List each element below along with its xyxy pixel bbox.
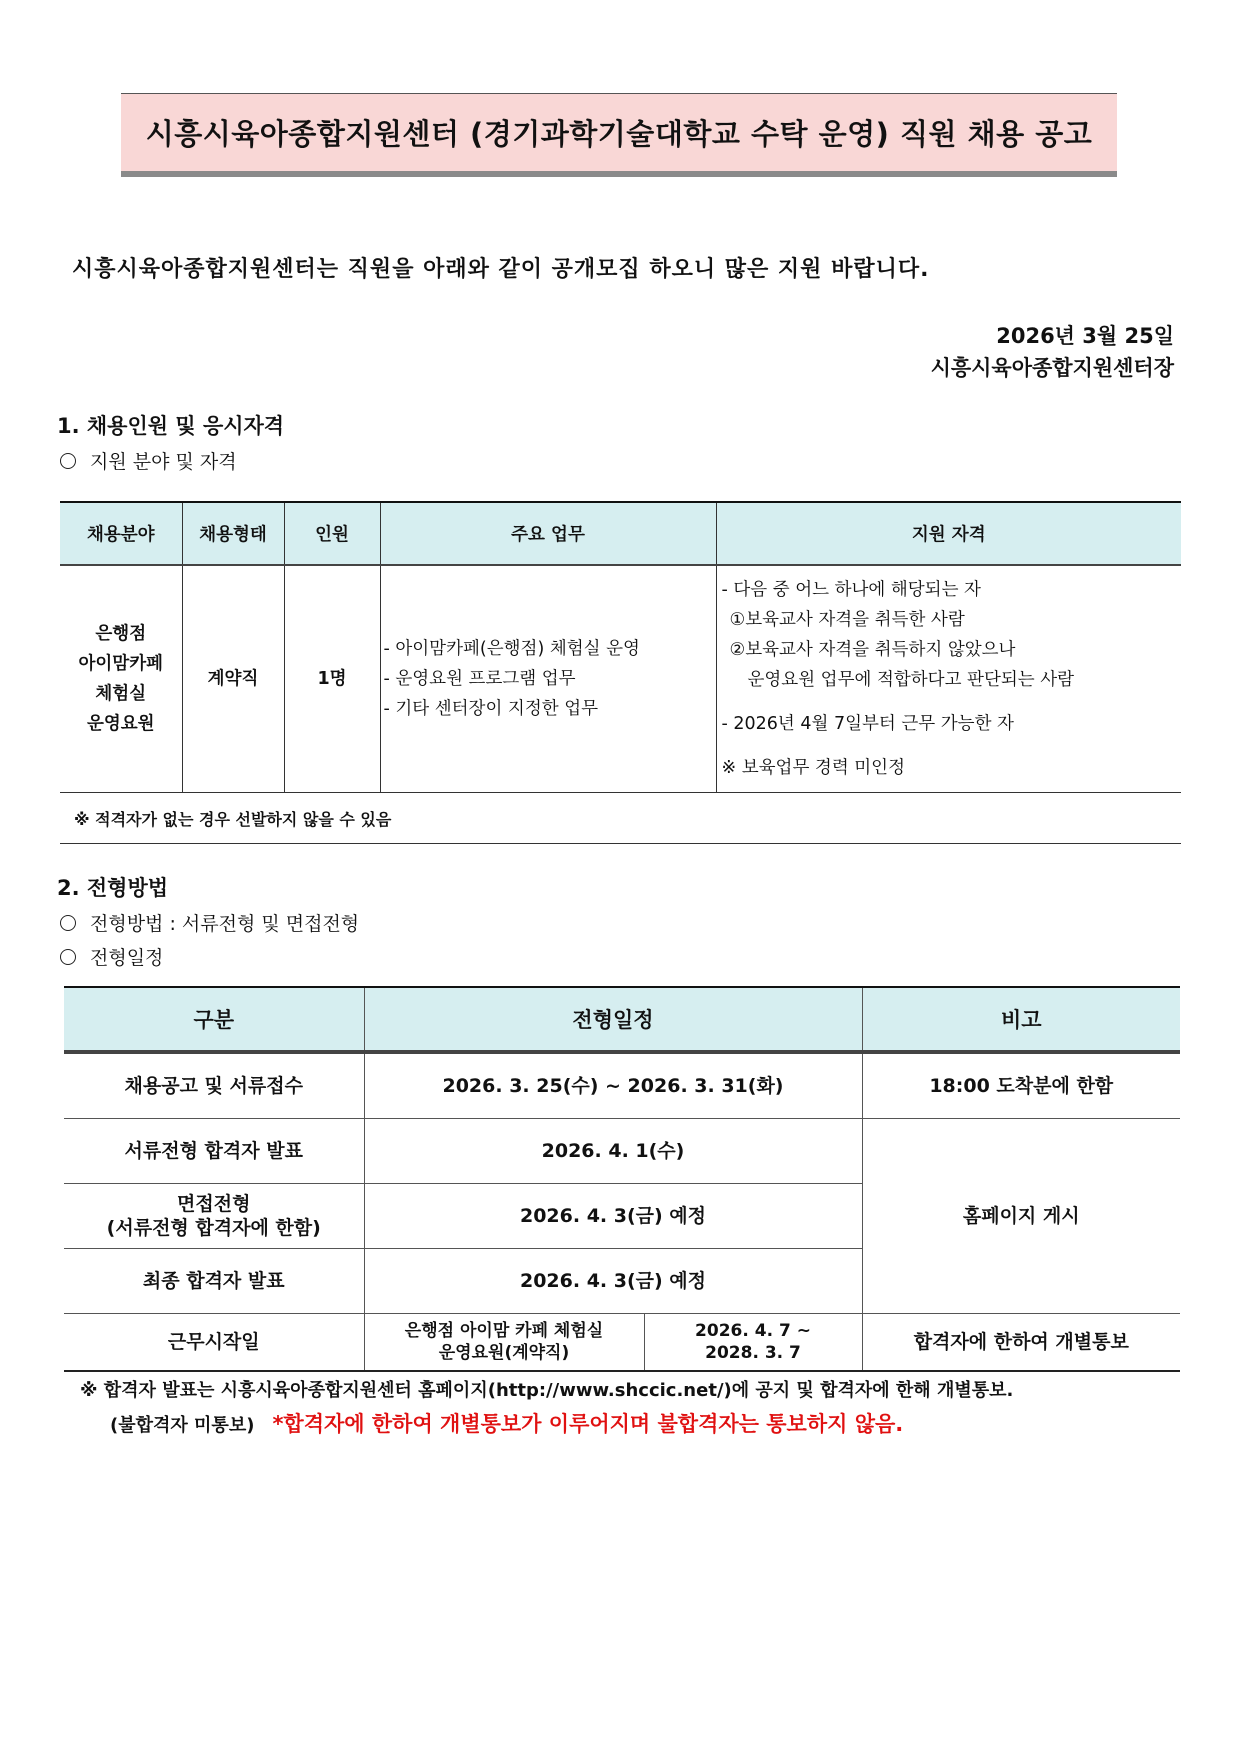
homepage-post-note: 홈페이지 게시 [862, 1119, 1180, 1314]
col-header-category: 구분 [64, 987, 364, 1052]
section1-sub: 지원 분야 및 자격 [60, 447, 237, 474]
table-row [60, 565, 1181, 793]
selection-note: ※ 적격자가 없는 경우 선발하지 않을 수 있음 [60, 793, 1181, 844]
col-header-field: 채용분야 [60, 502, 182, 565]
notice-date: 2026년 3월 25일 [996, 324, 1174, 348]
table-row: 면접전형 (서류전형 합격자에 한함) 2026. 4. 3(금) 예정 [64, 1184, 1180, 1249]
col-header-qualification: 지원 자격 [716, 502, 1181, 565]
table-row: 근무시작일 은행점 아이맘 카페 체험실 운영요원(계약직) 2026. 4. 7 ~ 2028. 3. 7 합격자에 한하여 개별통보 [64, 1314, 1180, 1372]
count-cell: 1명 [284, 565, 380, 793]
section2-sub2: 전형일정 [60, 943, 163, 970]
col-header-remarks: 비고 [862, 987, 1180, 1052]
table-row: 서류전형 합격자 발표 2026. 4. 1(수) 홈페이지 게시 [64, 1119, 1180, 1184]
table-row: 채용공고 및 서류접수 2026. 3. 25(수) ~ 2026. 3. 31(화) 18:00 도착분에 한함 [64, 1052, 1180, 1119]
schedule-table [64, 986, 1180, 1372]
signer: 시흥시육아종합지원센터장 [930, 356, 1174, 380]
footer-announcement: ※ 합격자 발표는 시흥시육아종합지원센터 홈페이지(http://www.shccic.net/)에 공지 및 합격자에 한해 개별통보. [80, 1380, 1014, 1401]
table-header-row [64, 987, 1180, 1052]
section2-sub1: 전형방법 : 서류전형 및 면접전형 [60, 909, 359, 936]
circle-bullet-icon [60, 453, 76, 469]
circle-bullet-icon [60, 949, 76, 965]
col-header-type: 채용형태 [182, 502, 284, 565]
table-row: 최종 합격자 발표 2026. 4. 3(금) 예정 [64, 1249, 1180, 1314]
qualification-cell: - 다음 중 어느 하나에 해당되는 자 ①보육교사 자격을 취득한 사람 ②보육교사 자격을 취득하지 않았으나 운영요원 업무에 적합하다고 판단되는 사람 - 2026년 4월 7일부터 근무 가능한 자 ※ 보육업무 경력 미인정 [716, 565, 1181, 793]
footer-red-notice: *합격자에 한하여 개별통보가 이루어지며 불합격자는 통보하지 않음. [272, 1412, 904, 1436]
section1-heading: 1. 채용인원 및 응시자격 [57, 414, 285, 438]
type-cell: 계약직 [182, 565, 284, 793]
table-note-row [60, 793, 1181, 844]
circle-bullet-icon [60, 915, 76, 931]
page-title: 시흥시육아종합지원센터 (경기과학기술대학교 수탁 운영) 직원 채용 공고 [121, 93, 1117, 177]
col-header-duties: 주요 업무 [380, 502, 716, 565]
footer-notice: (불합격자 미통보) *합격자에 한하여 개별통보가 이루어지며 불합격자는 통보하지 않음. [110, 1412, 904, 1436]
recruitment-table [60, 501, 1181, 844]
field-cell: 은행점 아이맘카페 체험실 운영요원 [60, 565, 182, 793]
intro-text: 시흥시육아종합지원센터는 직원을 아래와 같이 공개모집 하오니 많은 지원 바랍니다. [72, 257, 930, 282]
col-header-schedule: 전형일정 [364, 987, 862, 1052]
duties-cell: - 아이맘카페(은행점) 체험실 운영 - 운영요원 프로그램 업무 - 기타 센터장이 지정한 업무 [380, 565, 716, 793]
col-header-count: 인원 [284, 502, 380, 565]
section2-heading: 2. 전형방법 [57, 876, 169, 900]
table-header-row [60, 502, 1181, 565]
